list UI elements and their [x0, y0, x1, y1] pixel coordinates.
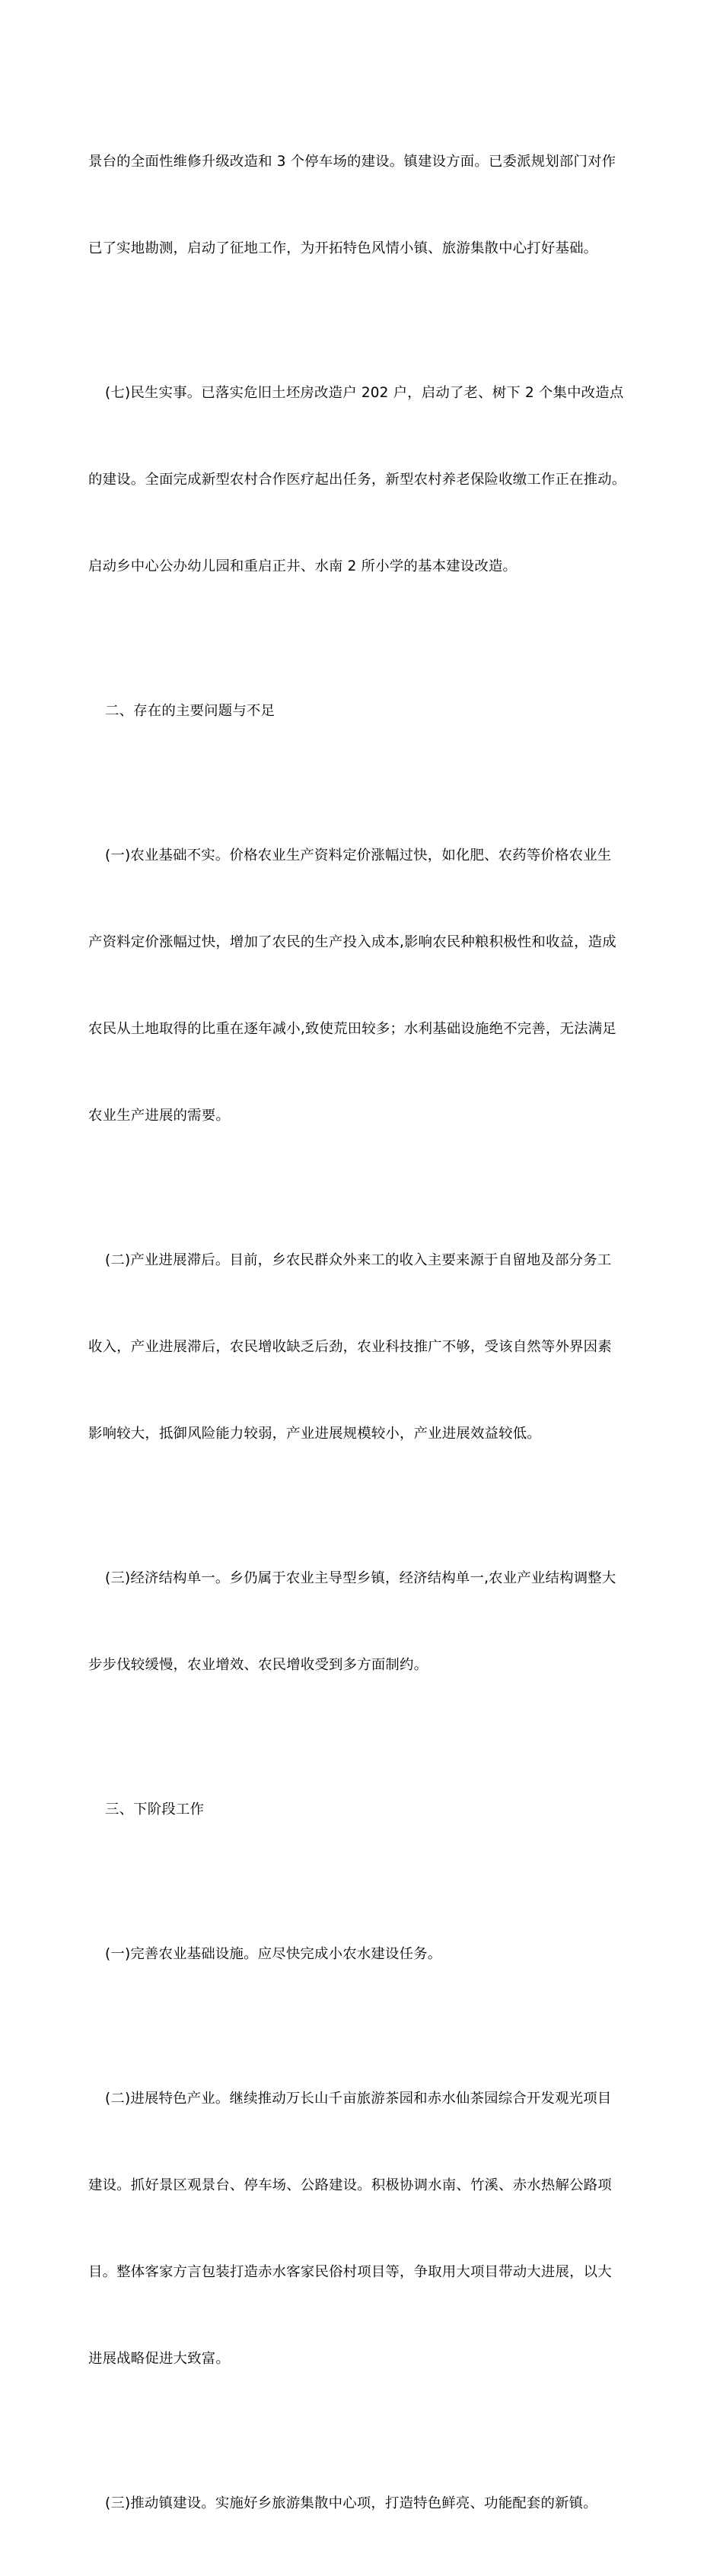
- text-line: (一)完善农业基础设施。应尽快完成小农水建设任务。: [105, 1946, 442, 1962]
- text-line: 收入，产业进展滞后，农民增收缺乏后劲，农业科技推广不够，受该自然等外界因素: [88, 1339, 612, 1355]
- text-line: (七)民生实事。已落实危旧土坯房改造户 202 户，启动了老、树下 2 个集中改造点: [105, 385, 624, 401]
- paragraph-industry-lag: [88, 1188, 648, 1506]
- section-heading-problems: [88, 639, 648, 784]
- text-line: 农业生产进展的需要。: [88, 1108, 230, 1124]
- heading-text: 三、下阶段工作: [105, 1802, 205, 1818]
- text-line: (三)经济结构单一。乡仍属于农业主导型乡镇，经济结构单一,农业产业结构调整大: [105, 1570, 616, 1586]
- text-line: 产资料定价涨幅过快，增加了农民的生产投入成本,影响农民种粮积极性和收益，造成: [88, 934, 616, 950]
- text-line: (二)进展特色产业。继续推动万长山千亩旅游茶园和赤水仙茶园综合开发观光项目: [105, 2091, 612, 2107]
- document-page: [88, 90, 648, 2576]
- text-line: (一)农业基础不实。价格农业生产资料定价涨幅过快，如化肥、农药等价格农业生: [105, 848, 612, 863]
- paragraph-develop-industry: [88, 2027, 648, 2431]
- heading-text: 二、存在的主要问题与不足: [105, 703, 276, 719]
- paragraph-agri-foundation: [88, 784, 648, 1188]
- paragraph-town-construction-continued: [88, 90, 648, 321]
- text-line: 步步伐较缓慢，农业增效、农民增收受到多方面制约。: [88, 1657, 428, 1673]
- section-heading-next-stage: [88, 1738, 648, 1882]
- text-line: 启动乡中心公办幼儿园和重启正井、水南 2 所小学的基本建设改造。: [88, 558, 518, 574]
- paragraph-single-structure: [88, 1506, 648, 1738]
- paragraph-town-construction: [88, 2431, 648, 2576]
- text-line: 影响较大，抵御风险能力较弱，产业进展规模较小，产业进展效益较低。: [88, 1426, 541, 1442]
- paragraph-improve-infrastructure: [88, 1882, 648, 2027]
- text-line: (三)推动镇建设。实施好乡旅游集散中心项，打造特色鲜亮、功能配套的新镇。: [105, 2495, 597, 2511]
- text-line: 进展战略促进大致富。: [88, 2351, 230, 2367]
- text-line: 建设。抓好景区观景台、停车场、公路建设。积极协调水南、竹溪、赤水热解公路项: [88, 2177, 612, 2193]
- text-line: 目。整体客家方言包装打造赤水客家民俗村项目等，争取用大项目带动大进展，以大: [88, 2264, 612, 2280]
- text-line: 的建设。全面完成新型农村合作医疗起出任务，新型农村养老保险收缴工作正在推动。: [88, 472, 626, 488]
- text-line: 农民从土地取得的比重在逐年减小,致使荒田较多；水利基础设施绝不完善，无法满足: [88, 1021, 616, 1037]
- text-line: 已了实地勘测，启动了征地工作，为开拓特色风情小镇、旅游集散中心打好基础。: [88, 240, 598, 256]
- text-line: 景台的全面性维修升级改造和 3 个停车场的建设。镇建设方面。已委派规划部门对作: [88, 154, 616, 170]
- text-line: (二)产业进展滞后。目前，乡农民群众外来工的收入主要来源于自留地及部分务工: [105, 1252, 612, 1268]
- paragraph-livelihood: [88, 321, 648, 639]
